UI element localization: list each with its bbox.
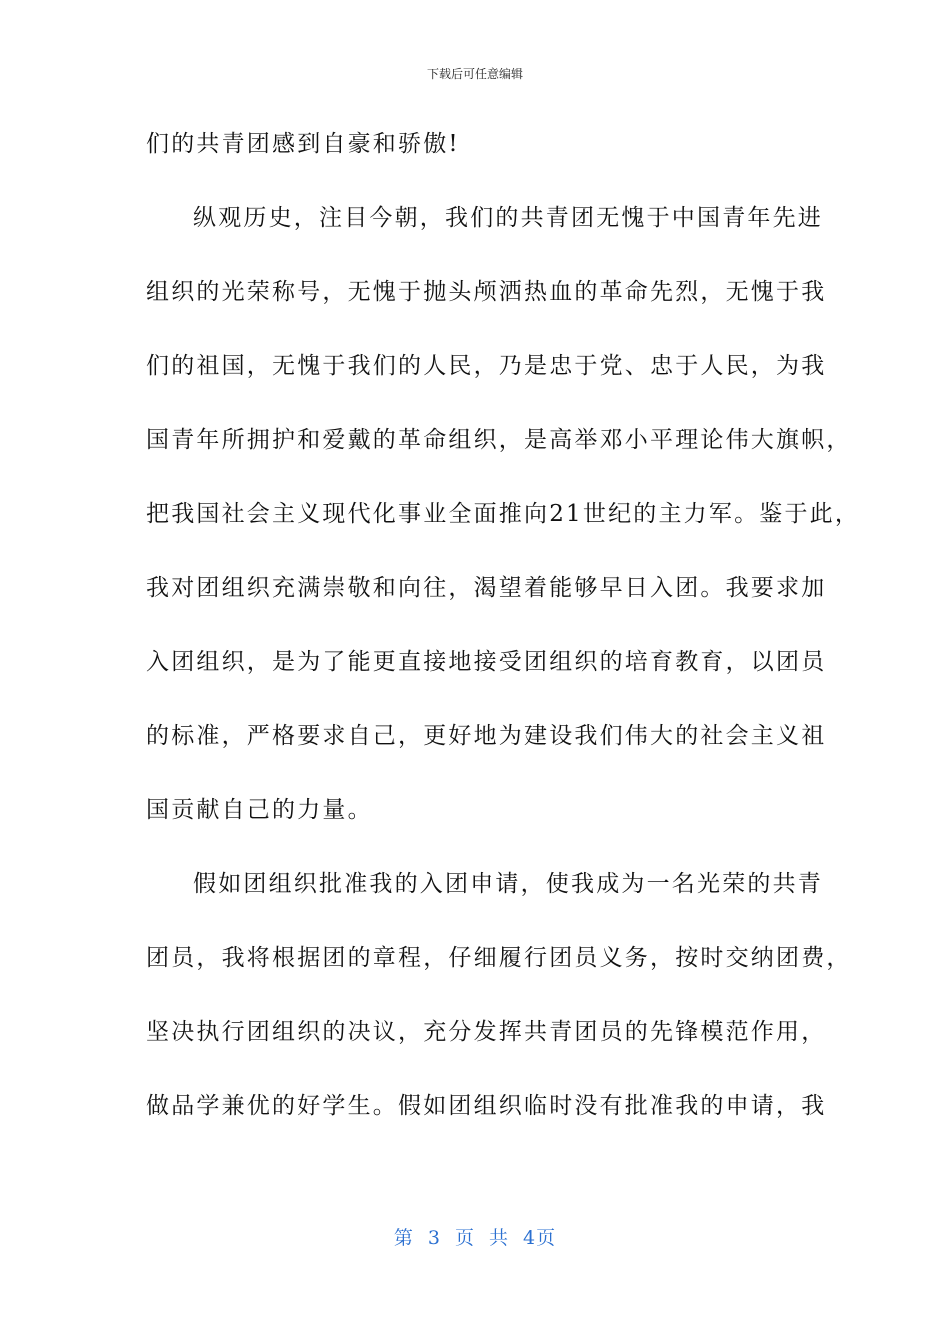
footer-page-word: 页 (454, 1227, 475, 1249)
text-line: 入团组织，是为了能更直接地接受团组织的培育教育，以团员 (146, 649, 827, 675)
document-body (146, 124, 861, 1160)
footer-current-page: 3 (427, 1227, 441, 1249)
footer-total-pages: 4页 (523, 1227, 557, 1249)
text-line: 假如团组织批准我的入团申请，使我成为一名光荣的共青 (193, 871, 823, 897)
text-line: 国青年所拥护和爱戴的革命组织，是高举邓小平理论伟大旗帜， (146, 427, 852, 453)
text-line: 国贡献自己的力量。 (146, 797, 373, 823)
header-note: 下载后可任意编辑 (426, 67, 523, 81)
text-line: 团员，我将根据团的章程，仔细履行团员义务，按时交纳团费， (146, 945, 852, 971)
footer-prefix: 第 (393, 1227, 414, 1249)
text-line: 们的祖国，无愧于我们的人民，乃是忠于党、忠于人民，为我 (146, 353, 827, 379)
text-line: 组织的光荣称号，无愧于抛头颅洒热血的革命先烈，无愧于我 (146, 279, 827, 305)
text-line: 我对团组织充满崇敬和向往，渴望着能够早日入团。我要求加 (146, 575, 827, 601)
text-line: 们的共青团感到自豪和骄傲! (146, 131, 460, 157)
text-line: 坚决执行团组织的决议，充分发挥共青团员的先锋模范作用， (146, 1019, 827, 1045)
text-line: 把我国社会主义现代化事业全面推向21世纪的主力军。鉴于此， (146, 501, 861, 527)
page-footer (0, 1226, 950, 1250)
text-line: 纵观历史，注目今朝，我们的共青团无愧于中国青年先进 (193, 205, 823, 231)
text-line: 的标准，严格要求自己，更好地为建设我们伟大的社会主义祖 (146, 723, 827, 749)
page-header (0, 66, 950, 82)
footer-total-word: 共 (489, 1227, 510, 1249)
text-line: 做品学兼优的好学生。假如团组织临时没有批准我的申请，我 (146, 1093, 827, 1119)
